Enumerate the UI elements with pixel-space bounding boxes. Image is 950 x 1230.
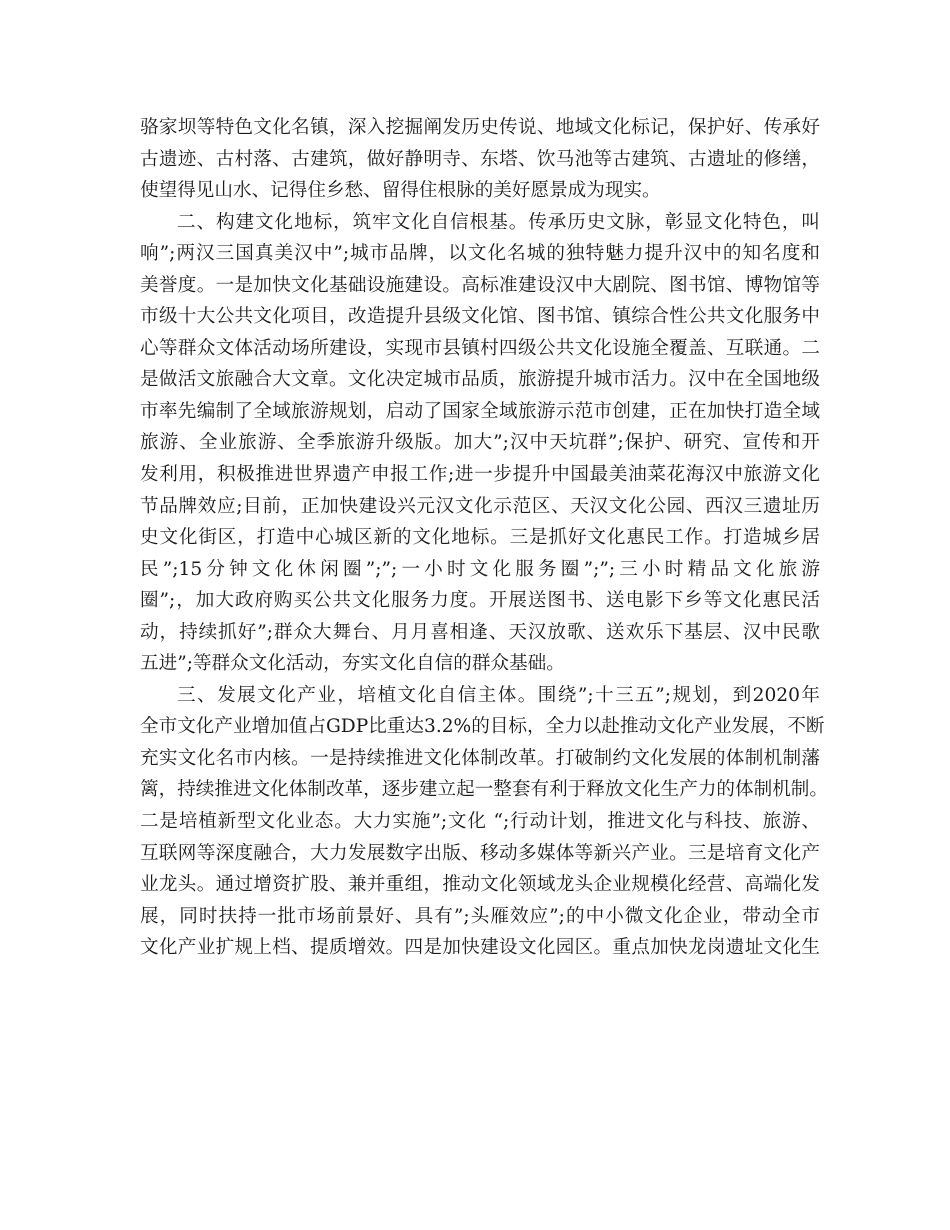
text-line: 展，同时扶持一批市场前景好、具有”;头雁效应”;的中小微文化企业，带动全市 (140, 905, 820, 927)
paragraph-first-line: 二、构建文化地标，筑牢文化自信根基。传承历史文脉，彰显文化特色，叫 (177, 211, 820, 233)
text-line: 发利用，积极推进世界遗产申报工作;进一步提升中国最美油菜花海汉中旅游文化 (140, 464, 820, 486)
text-line: 圈”;，加大政府购买公共文化服务力度。开展送图书、送电影下乡等文化惠民活 (140, 590, 820, 612)
document-body (140, 112, 828, 964)
text-line: 骆家坝等特色文化名镇，深入挖掘阐发历史传说、地域文化标记，保护好、传承好 (140, 117, 820, 138)
text-line: 文化产业扩规上档、提质增效。四是加快建设文化园区。重点加快龙岗遗址文化生 (140, 937, 820, 959)
text-line: 史文化街区，打造中心城区新的文化地标。三是抓好文化惠民工作。打造城乡居 (140, 527, 820, 549)
text-line: 二是培植新型文化业态。大力实施”;文化 “;行动计划，推进文化与科技、旅游、 (140, 811, 820, 833)
text-line: 美誉度。一是加快文化基础设施建设。高标准建设汉中大剧院、图书馆、博物馆等 (140, 274, 820, 296)
text-line: 古遗迹、古村落、古建筑，做好静明寺、东塔、饮马池等古建筑、古遗址的修缮， (140, 148, 820, 170)
text-line: 是做活文旅融合大文章。文化决定城市品质，旅游提升城市活力。汉中在全国地级 (140, 369, 820, 391)
text-line: 五进”;等群众文化活动，夯实文化自信的群众基础。 (140, 653, 565, 675)
text-line: 篱，持续推进文化体制改革，逐步建立起一整套有利于释放文化生产力的体制机制。 (140, 779, 828, 801)
text-line: 节品牌效应;目前，正加快建设兴元汉文化示范区、天汉文化公园、西汉三遗址历 (140, 495, 820, 517)
paragraph-first-line: 三、发展文化产业，培植文化自信主体。围绕”;十三五”;规划，到2020年 (177, 684, 820, 706)
text-line: 全市文化产业增加值占GDP比重达3.2%的目标，全力以赴推动文化产业发展，不断 (140, 716, 825, 738)
text-line: 动，持续抓好”;群众大舞台、月月喜相逢、天汉放歌、送欢乐下基层、汉中民歌 (140, 621, 820, 643)
text-line: 民”;15分钟文化休闲圈”;”;一小时文化服务圈”;”;三小时精品文化旅游 (140, 558, 820, 580)
text-line: 旅游、全业旅游、全季旅游升级版。加大”;汉中天坑群”;保护、研究、宣传和开 (140, 432, 820, 454)
text-line: 心等群众文体活动场所建设，实现市县镇村四级公共文化设施全覆盖、互联通。二 (140, 337, 820, 359)
text-line: 充实文化名市内核。一是持续推进文化体制改革。打破制约文化发展的体制机制藩 (140, 747, 820, 769)
text-line: 业龙头。通过增资扩股、兼并重组，推动文化领域龙头企业规模化经营、高端化发 (140, 874, 820, 896)
text-line: 响”;两汉三国真美汉中”;城市品牌，以文化名城的独特魅力提升汉中的知名度和 (140, 243, 820, 265)
text-line: 市级十大公共文化项目，改造提升县级文化馆、图书馆、镇综合性公共文化服务中 (140, 306, 820, 328)
text-line: 市率先编制了全域旅游规划，启动了国家全域旅游示范市创建，正在加快打造全域 (140, 400, 820, 422)
text-line: 互联网等深度融合，大力发展数字出版、移动多媒体等新兴产业。三是培育文化产 (140, 842, 820, 864)
text-line: 使望得见山水、记得住乡愁、留得住根脉的美好愿景成为现实。 (140, 180, 661, 202)
